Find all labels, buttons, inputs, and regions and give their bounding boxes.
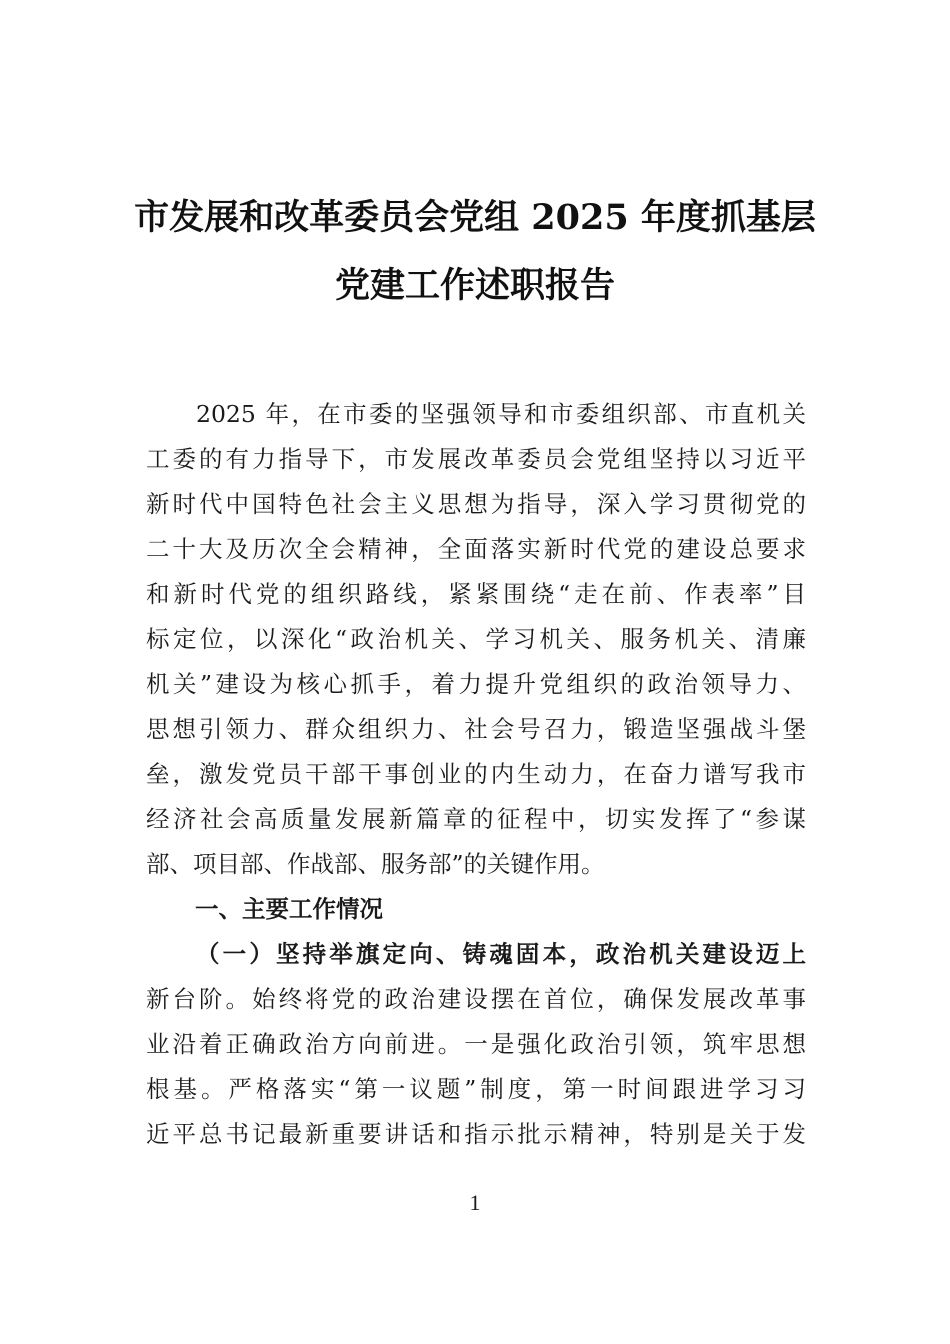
paragraph-line: 业沿着正确政治方向前进。一是强化政治引领，筑牢思想 [146, 1030, 806, 1058]
paragraph-line: 机关”建设为核心抓手，着力提升党组织的政治领导力、 [146, 670, 806, 698]
paragraph-line: 新台阶。始终将党的政治建设摆在首位，确保发展改革事 [146, 985, 806, 1013]
paragraph-line: 经济社会高质量发展新篇章的征程中，切实发挥了“参谋 [146, 805, 806, 833]
document-title-line-2: 党建工作述职报告 [334, 265, 615, 306]
paragraph-line: 工委的有力指导下，市发展改革委员会党组坚持以习近平 [146, 445, 806, 473]
paragraph-line: 垒，激发党员干部干事创业的内生动力，在奋力谱写我市 [146, 760, 806, 788]
paragraph-line: 标定位，以深化“政治机关、学习机关、服务机关、清廉 [146, 625, 806, 653]
page-number: 1 [469, 1190, 481, 1215]
paragraph-line: 部、项目部、作战部、服务部”的关键作用。 [146, 850, 605, 878]
document-title-line-1: 市发展和改革委员会党组 2025 年度抓基层 [134, 197, 816, 238]
paragraph-line: 新时代中国特色社会主义思想为指导，深入学习贯彻党的 [146, 490, 806, 518]
paragraph-line: 近平总书记最新重要讲话和指示批示精神，特别是关于发 [146, 1120, 806, 1148]
paragraph-line: 根基。严格落实“第一议题”制度，第一时间跟进学习习 [146, 1075, 806, 1103]
subsection-heading-line: （一）坚持举旗定向、铸魂固本，政治机关建设迈上 [196, 940, 806, 968]
paragraph-line: 2025 年，在市委的坚强领导和市委组织部、市直机关 [196, 400, 806, 428]
paragraph-line: 和新时代党的组织路线，紧紧围绕“走在前、作表率”目 [146, 580, 806, 608]
paragraph-line: 思想引领力、群众组织力、社会号召力，锻造坚强战斗堡 [146, 715, 806, 743]
section-heading: 一、主要工作情况 [195, 895, 383, 923]
paragraph-line: 二十大及历次全会精神，全面落实新时代党的建设总要求 [146, 535, 806, 563]
